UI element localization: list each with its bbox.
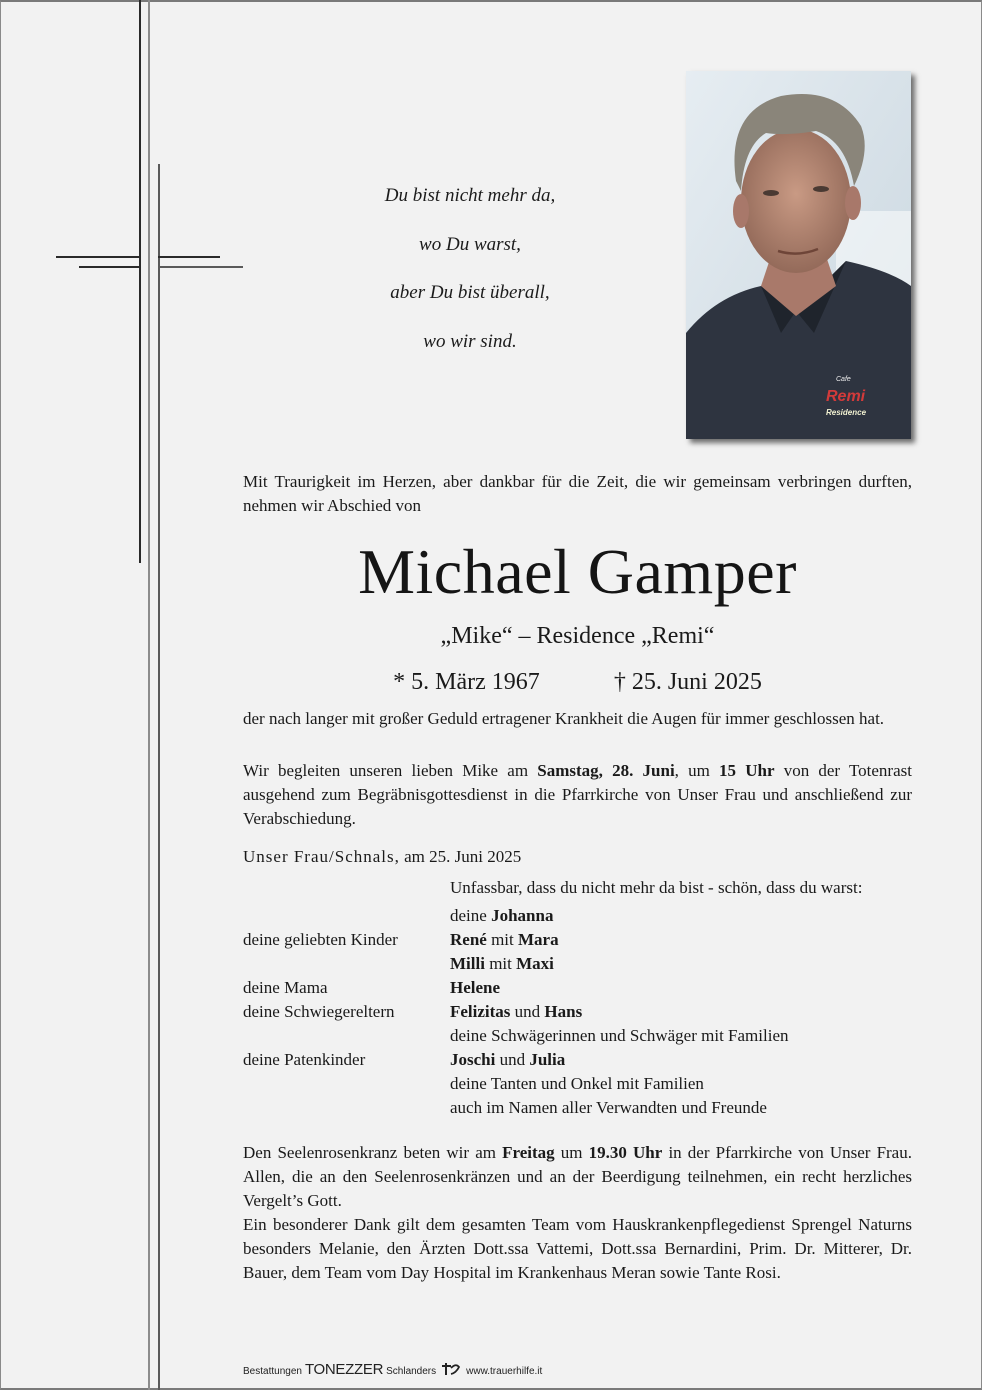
illness-text: der nach langer mit großer Geduld ertragener Krankheit die Augen für immer geschlossen hat. xyxy=(243,709,885,728)
family-connector: mit xyxy=(486,930,518,949)
footer-brand: TONEZZER xyxy=(304,1361,384,1378)
family-row xyxy=(243,1000,912,1024)
family-members xyxy=(450,928,559,952)
svg-text:Remi: Remi xyxy=(826,388,866,405)
deceased-name: Michael Gamper xyxy=(358,536,797,607)
family-relation-label xyxy=(243,1096,450,1120)
quote-line: wo Du warst, xyxy=(419,233,521,255)
svg-text:Residence: Residence xyxy=(826,408,867,417)
family-relation-label xyxy=(243,904,450,928)
cross-arm-upper-right xyxy=(158,256,220,258)
cross-dove-logo-icon xyxy=(442,1362,460,1376)
funeral-text: , um xyxy=(674,761,720,780)
funeral-text: Wir begleiten unseren lieben Mike am xyxy=(243,761,538,780)
family-row xyxy=(243,904,912,928)
family-members xyxy=(450,1072,704,1096)
family-relation-label: deine Mama xyxy=(243,978,328,997)
deceased-nickname: „Mike“ – Residence „Remi“ xyxy=(440,623,715,649)
rosary-day: Freitag xyxy=(502,1143,555,1162)
thanks-text: Ein besonderer Dank gilt dem gesamten Team vom Hauskrankenpflegedienst Sprengel Naturns besonders Melanie, den Ärzten Dott.ssa Vattemi, Dott.ssa Bernardini, Prim. Dr. Mitterer, Dr. Bauer, dem Team vom Day Hospital im Krankenhaus Meran sowie Tante Rosi. xyxy=(243,1215,912,1282)
funeral-info xyxy=(243,759,912,831)
memorial-quote xyxy=(300,172,640,366)
announcement-date: am 25. Juni 2025 xyxy=(399,847,522,866)
portrait-image xyxy=(686,71,911,439)
family-relation-label: deine Patenkinder xyxy=(243,1050,366,1069)
family-members xyxy=(450,952,554,976)
family-rows xyxy=(243,904,912,1120)
family-relation-label: deine geliebten Kinder xyxy=(243,930,398,949)
place: Unser Frau/Schnals, xyxy=(243,847,400,866)
funeral-text: von der Totenrast ausgehend zum Begräbnisgottesdienst in die Pfarrkirche von Unser Frau und anschließend zur Verabschiedung. xyxy=(243,761,912,828)
rosary-text: um xyxy=(554,1143,589,1162)
cross-line-center-gray xyxy=(148,0,150,1390)
family-member-name: Felizitas xyxy=(450,1002,511,1021)
family-members xyxy=(450,1096,767,1120)
cross-line-right xyxy=(158,164,160,1390)
rosary-time: 19.30 Uhr xyxy=(588,1143,663,1162)
family-members xyxy=(450,1024,789,1048)
svg-text:Cafe: Cafe xyxy=(836,376,851,383)
family-relation-label xyxy=(243,952,450,976)
family-member-name: Julia xyxy=(529,1050,566,1069)
family-relation-label xyxy=(243,1024,450,1048)
cross-arm-lower-left xyxy=(79,266,140,268)
funeral-date: Samstag, 28. Juni xyxy=(537,761,675,780)
cross-arm-lower-right xyxy=(158,266,243,268)
family-members xyxy=(450,976,500,1000)
quote-line: wo wir sind. xyxy=(423,330,517,352)
family-member-name: Milli xyxy=(450,954,485,973)
family-list xyxy=(243,876,912,1120)
family-members xyxy=(450,1048,565,1072)
family-heading: Unfassbar, dass du nicht mehr da bist - schön, dass du warst: xyxy=(450,878,863,897)
family-connector: deine xyxy=(450,906,492,925)
family-relation-label xyxy=(243,1072,450,1096)
family-row xyxy=(243,1048,912,1072)
family-member-name: Hans xyxy=(544,1002,583,1021)
footer-suffix: Schlanders xyxy=(386,1366,437,1377)
rosary-text: Den Seelenrosenkranz beten wir am xyxy=(243,1143,503,1162)
quote-line: Du bist nicht mehr da, xyxy=(384,185,556,206)
family-relation-label: deine Schwiegereltern xyxy=(243,1002,395,1021)
cross-line-left-dark xyxy=(139,0,141,563)
family-member-name: Maxi xyxy=(516,954,554,973)
family-row xyxy=(243,952,912,976)
footer-website-link[interactable]: www.trauerhilfe.it xyxy=(466,1366,543,1377)
family-member-name: Helene xyxy=(450,978,501,997)
family-row xyxy=(243,928,912,952)
family-member-name: Mara xyxy=(518,930,559,949)
family-members xyxy=(450,1000,582,1024)
footer-prefix: Bestattungen xyxy=(243,1366,302,1377)
cross-arm-upper-left xyxy=(56,256,140,258)
footer xyxy=(243,1360,542,1378)
portrait-photo xyxy=(686,71,911,439)
family-member-name: Johanna xyxy=(491,906,554,925)
quote-line: aber Du bist überall, xyxy=(390,282,550,303)
family-connector: deine Tanten und Onkel mit Familien xyxy=(450,1074,704,1093)
family-row xyxy=(243,976,912,1000)
family-connector: auch im Namen aller Verwandten und Freunde xyxy=(450,1098,767,1117)
family-member-name: Joschi xyxy=(450,1050,496,1069)
family-members xyxy=(450,904,553,928)
family-connector: und xyxy=(510,1002,545,1021)
rosary-info xyxy=(243,1141,912,1213)
family-heading-row xyxy=(243,876,912,900)
funeral-time: 15 Uhr xyxy=(719,761,775,780)
family-member-name: René xyxy=(450,930,487,949)
family-row xyxy=(243,1072,912,1096)
place-date xyxy=(243,845,912,869)
family-connector: deine Schwägerinnen und Schwäger mit Familien xyxy=(450,1026,789,1045)
family-row xyxy=(243,1024,912,1048)
family-connector: und xyxy=(495,1050,530,1069)
family-row xyxy=(243,1096,912,1120)
rosary-text: in der Pfarrkirche von Unser Frau. Allen, die an den Seelenrosenkränzen und an der Beerdigung teilnehmen, ein recht herzliches Vergelt’s Gott. xyxy=(243,1143,912,1210)
life-dates xyxy=(243,666,912,698)
birth-date: * 5. März 1967 xyxy=(393,669,540,695)
intro-text: Mit Traurigkeit im Herzen, aber dankbar für die Zeit, die wir gemeinsam verbringen durften, nehmen wir Abschied von xyxy=(243,472,912,515)
death-date: † 25. Juni 2025 xyxy=(613,669,762,695)
family-connector: mit xyxy=(484,954,517,973)
